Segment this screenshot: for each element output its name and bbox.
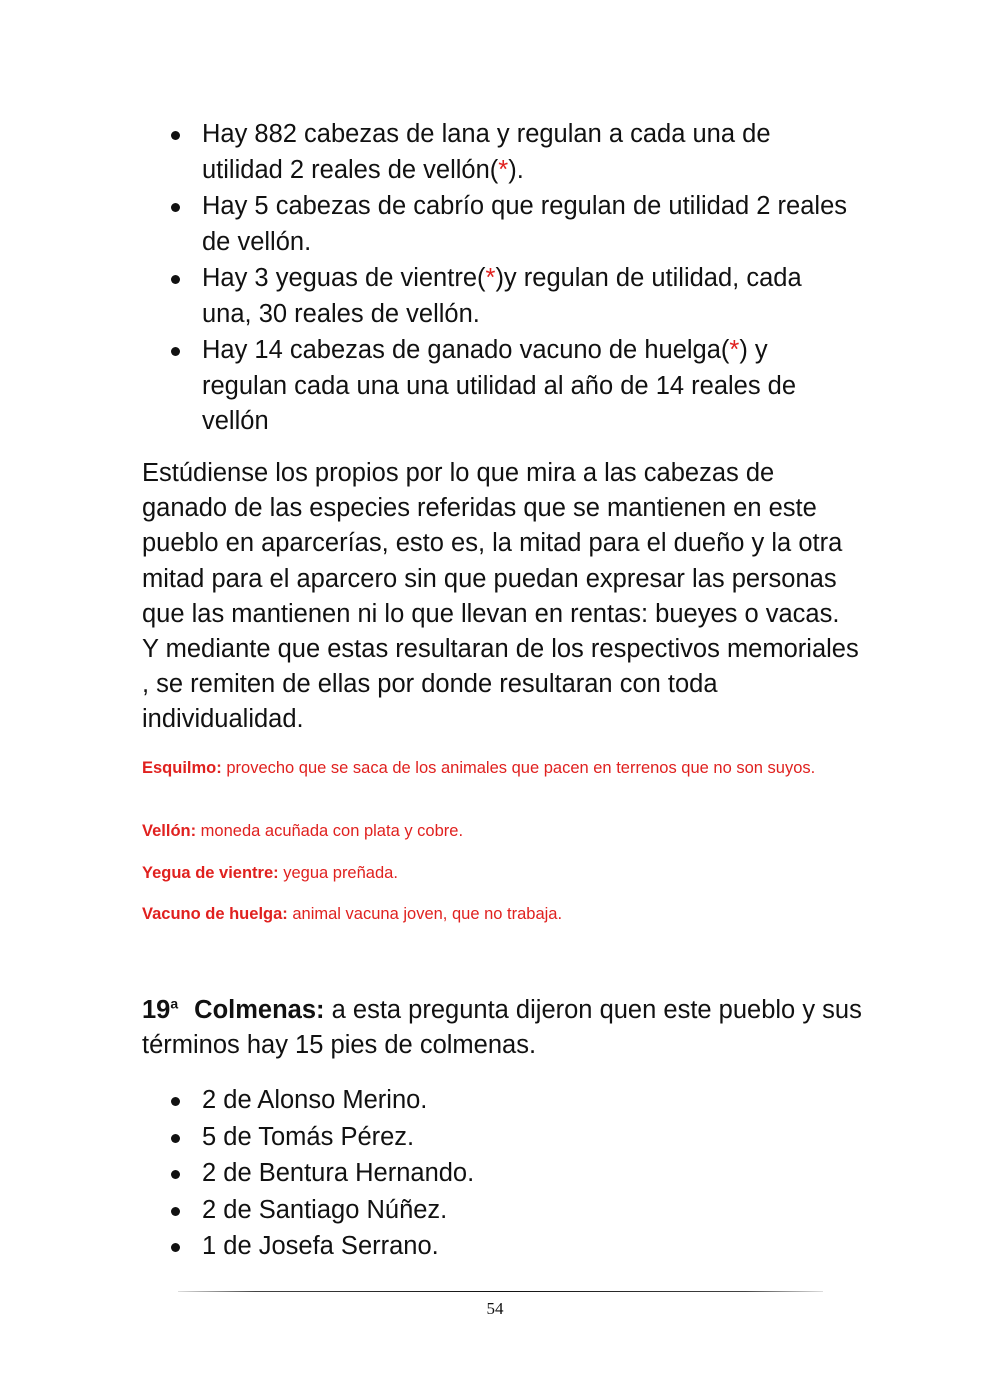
glossary-term: Vacuno de huelga: [142, 905, 288, 923]
glossary-entry [142, 861, 852, 885]
glossary-entry [142, 756, 852, 780]
hives-list [168, 1083, 848, 1266]
question-number: 19$^a$ [142, 995, 179, 1024]
question-paragraph [142, 993, 862, 1063]
question-text: a esta pregunta dijeron quen este pueblo y sus términos hay 15 pies de colmenas. [142, 996, 862, 1060]
list-item: 5 de Tomás Pérez. [168, 1120, 848, 1156]
body-paragraph: Estúdiense los propios por lo que mira a las cabezas de ganado de las especies referidas que se mantienen en este pueblo en aparcerías, esto es, la mitad para el dueño y la otra mitad para el aparcero sin que puedan expresar las personas que las mantienen ni lo que llevan en rentas: bueyes o vacas. Y mediante que estas resultaran de los respectivos memoriales , se remiten de ellas por donde resultaran con toda individualidad. [142, 459, 859, 734]
bullet-icon [171, 1134, 180, 1143]
bullet-icon [171, 131, 180, 140]
asterisk-reference: * [498, 155, 509, 184]
glossary-term: Yegua de vientre: [142, 864, 279, 882]
list-item: Hay 14 cabezas de ganado vacuno de huelga(*) y regulan cada una una utilidad al año de 14 reales de vellón [168, 333, 848, 440]
question-title: Colmenas: [194, 996, 325, 1024]
list-item: 2 de Alonso Merino. [168, 1083, 848, 1119]
asterisk-reference: * [485, 264, 496, 292]
glossary-entry [142, 902, 852, 926]
list-item: Hay 5 cabezas de cabrío que regulan de utilidad 2 reales de vellón. [168, 189, 848, 260]
glossary-definition: animal vacuna joven, que no trabaja. [287, 905, 563, 923]
glossary-definition: provecho que se saca de los animales que pacen en terrenos que no son suyos. [221, 759, 816, 777]
asterisk-reference: * [729, 336, 740, 364]
page-number: 54 [486, 1299, 504, 1318]
bullet-icon [171, 347, 180, 356]
bullet-icon [171, 1097, 180, 1106]
list-item: Hay 882 cabezas de lana y regulan a cada una de utilidad 2 reales de vellón(*). [168, 117, 848, 188]
list-item: 2 de Santiago Núñez. [168, 1193, 848, 1229]
bullet-icon [171, 203, 180, 212]
glossary-term: Esquilmo: [142, 759, 222, 777]
glossary-entry [142, 819, 852, 843]
bullet-icon [171, 1207, 180, 1216]
glossary-term: Vellón: [142, 822, 197, 840]
glossary-definition: yegua preñada. [278, 864, 398, 882]
footer-divider [178, 1291, 823, 1292]
list-item: Hay 3 yeguas de vientre(*)y regulan de utilidad, cada una, 30 reales de vellón. [168, 261, 848, 332]
livestock-list [168, 117, 848, 441]
list-item: 2 de Bentura Hernando. [168, 1156, 848, 1192]
bullet-icon [171, 1243, 180, 1252]
bullet-icon [171, 1170, 180, 1179]
glossary-definition: moneda acuñada con plata y cobre. [196, 822, 464, 840]
list-item: 1 de Josefa Serrano. [168, 1229, 848, 1265]
bullet-icon [171, 275, 180, 284]
